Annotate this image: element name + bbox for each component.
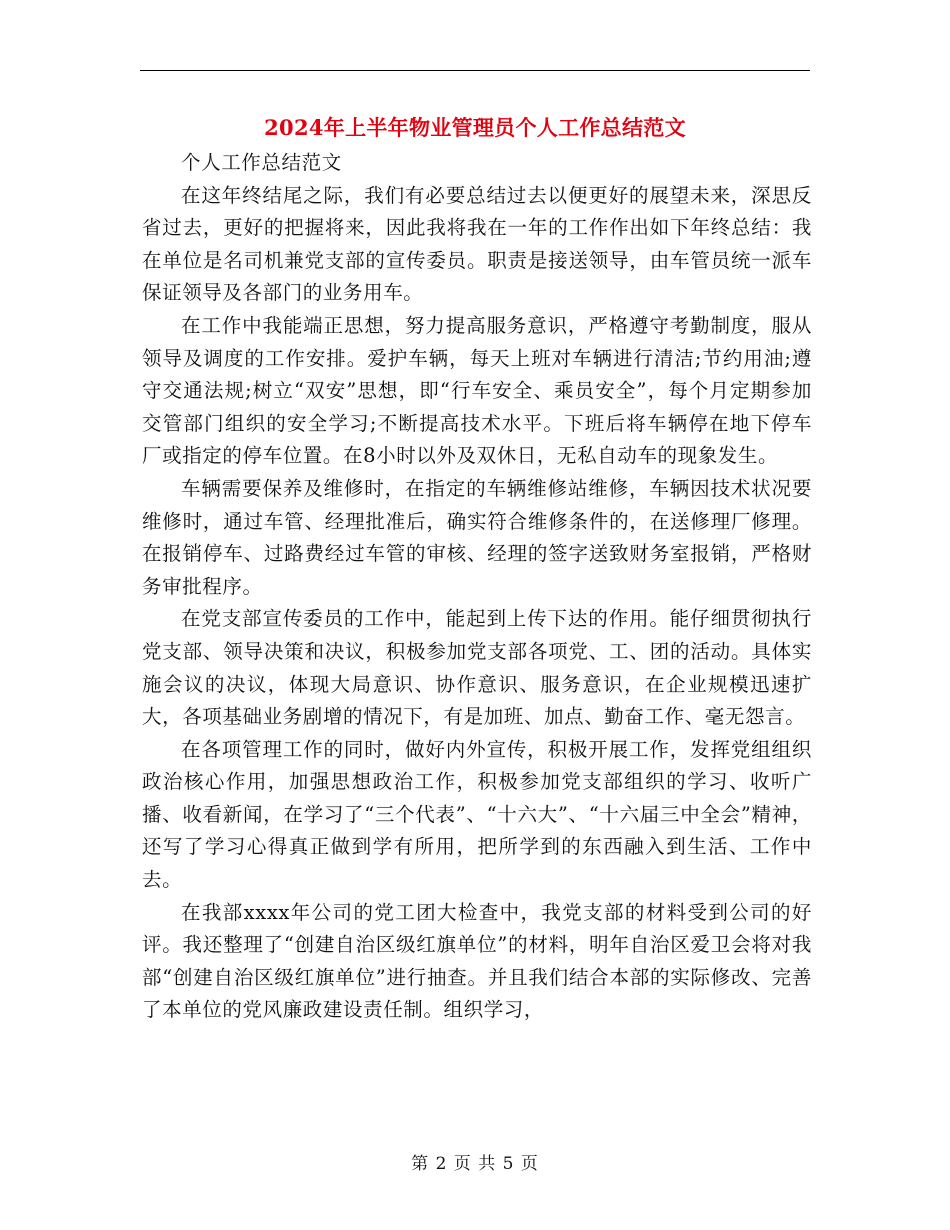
paragraph: 在工作中我能端正思想，努力提高服务意识，严格遵守考勤制度，服从领导及调度的工作安排。爱护车辆，每天上班对车辆进行清洁;节约用油;遵守交通法规;树立“双安”思想，即“行车安全、乘员安全”，每个月定期参加交管部门组织的安全学习;不断提高技术水平。下班后将车辆停在地下停车厂或指定的停车位置。在8小时以外及双休日，无私自动车的现象发生。: [142, 313, 812, 468]
document-body: [142, 147, 812, 1027]
subtitle: 个人工作总结范文: [181, 151, 342, 174]
document-title: 2024年上半年物业管理员个人工作总结范文: [264, 115, 686, 140]
paragraph: 车辆需要保养及维修时，在指定的车辆维修站维修，车辆因技术状况要维修时，通过车管、经理批准后，确实符合维修条件的，在送修理厂修理。在报销停车、过路费经过车管的审核、经理的签字送致财务室报销，严格财务审批程序。: [142, 476, 812, 598]
paragraph: 在我部xxxx年公司的党工团大检查中，我党支部的材料受到公司的好评。我还整理了“创建自治区级红旗单位”的材料，明年自治区爱卫会将对我部“创建自治区级红旗单位”进行抽查。并且我们结合本部的实际修改、完善了本单位的党风廉政建设责任制。组织学习，: [142, 900, 812, 1022]
paragraph: 在各项管理工作的同时，做好内外宣传，积极开展工作，发挥党组组织政治核心作用，加强思想政治工作，积极参加党支部组织的学习、收听广播、收看新闻，在学习了“三个代表”、“十六大”、“十六届三中全会”精神，还写了学习心得真正做到学有所用，把所学到的东西融入到生活、工作中去。: [142, 737, 812, 892]
page-footer: 第 2 页 共 5 页: [411, 1154, 539, 1174]
paragraph: 在党支部宣传委员的工作中，能起到上传下达的作用。能仔细贯彻执行党支部、领导决策和决议，积极参加党支部各项党、工、团的活动。具体实施会议的决议，体现大局意识、协作意识、服务意识，在企业规模迅速扩大，各项基础业务剧增的情况下，有是加班、加点、勤奋工作、毫无怨言。: [142, 607, 812, 729]
header-rule: [140, 70, 810, 71]
paragraph: 在这年终结尾之际，我们有必要总结过去以便更好的展望未来，深思反省过去，更好的把握将来，因此我将我在一年的工作作出如下年终总结：我在单位是名司机兼党支部的宣传委员。职责是接送领导，由车管员统一派车保证领导及各部门的业务用车。: [142, 183, 812, 305]
